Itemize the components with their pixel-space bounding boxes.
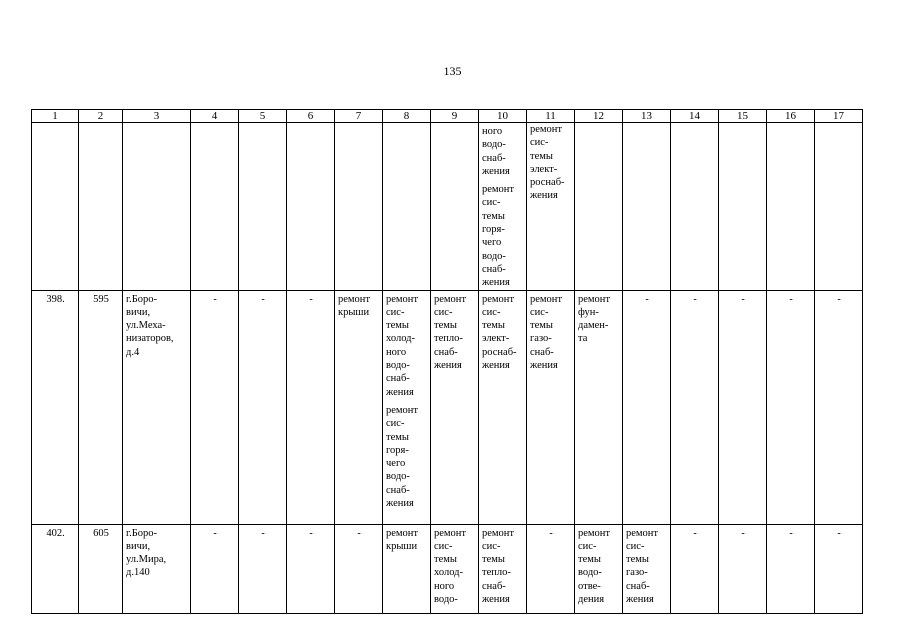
address-text: г.Боро- вичи, ул.Мира, д.140 (126, 527, 167, 579)
table-cell (287, 524, 335, 613)
table-cell (767, 123, 815, 291)
table-cell (239, 290, 287, 524)
row-code: 605 (79, 524, 123, 613)
dash: - (309, 527, 313, 539)
table-cell (815, 524, 863, 613)
column-header: 17 (815, 110, 863, 123)
cell-text: ремонт сис- темы холод- ного водо- (434, 527, 467, 606)
table-cell (191, 524, 239, 613)
table-cell (287, 290, 335, 524)
table-cell (527, 123, 575, 291)
table-cell (719, 290, 767, 524)
cell-text: ремонт фун- дамен- та (578, 293, 611, 345)
dash: - (213, 293, 217, 305)
table-cell (671, 524, 719, 613)
column-header: 7 (335, 110, 383, 123)
dash: - (645, 293, 649, 305)
table-cell (815, 123, 863, 291)
table-cell (719, 123, 767, 291)
dash: - (309, 293, 313, 305)
table-cell (335, 290, 383, 524)
cell-text: ремонт сис- темы тепло- снаб- жения (482, 527, 515, 606)
dash: - (693, 293, 697, 305)
table-cell (767, 290, 815, 524)
table-cell (431, 123, 479, 291)
column-header: 9 (431, 110, 479, 123)
column-header: 4 (191, 110, 239, 123)
dash: - (789, 527, 793, 539)
column-header: 15 (719, 110, 767, 123)
column-header: 1 (32, 110, 79, 123)
table-cell (575, 524, 623, 613)
column-header: 2 (79, 110, 123, 123)
table-cell (191, 123, 239, 291)
table-cell (239, 524, 287, 613)
table-cell (815, 290, 863, 524)
table-cell (623, 123, 671, 291)
cell-text: ремонт сис- темы горя- чего водо- снаб- жения (386, 404, 419, 510)
cell-text: ремонт сис- темы горя- чего водо- снаб- жения (482, 184, 515, 289)
address-cell (123, 290, 191, 524)
dash: - (693, 527, 697, 539)
cell-text: ного водо- снаб- жения (482, 126, 510, 177)
table-cell (719, 524, 767, 613)
table-cell (671, 123, 719, 291)
dash: - (261, 527, 265, 539)
row-code: 595 (79, 290, 123, 524)
table-cell (383, 123, 431, 291)
dash: - (741, 527, 745, 539)
table-cell (287, 123, 335, 291)
dash: - (837, 527, 841, 539)
table-cell (239, 123, 287, 291)
table-cell (479, 123, 527, 291)
dash: - (741, 293, 745, 305)
column-header: 14 (671, 110, 719, 123)
dash: - (789, 293, 793, 305)
column-header: 13 (623, 110, 671, 123)
dash: - (837, 293, 841, 305)
table-cell (479, 524, 527, 613)
column-header: 10 (479, 110, 527, 123)
table-cell (767, 524, 815, 613)
header-row (32, 110, 863, 123)
column-header: 16 (767, 110, 815, 123)
table-row (32, 290, 863, 524)
cell-text: ремонт крыши (338, 293, 371, 318)
column-header: 3 (123, 110, 191, 123)
address-text: г.Боро- вичи, ул.Меха- низаторов, д.4 (126, 293, 174, 358)
column-header: 5 (239, 110, 287, 123)
cell-text: ремонт сис- темы газо- снаб- жения (530, 293, 563, 372)
column-header: 8 (383, 110, 431, 123)
table-cell (479, 290, 527, 524)
table-cell (527, 290, 575, 524)
table-cell (191, 290, 239, 524)
page-number: 135 (443, 64, 462, 78)
table-cell (671, 290, 719, 524)
table-cell (575, 123, 623, 291)
column-header: 6 (287, 110, 335, 123)
row-number: 402. (32, 524, 79, 613)
table-cell (575, 290, 623, 524)
table-row (32, 524, 863, 613)
dash: - (357, 527, 361, 539)
cell-text: ремонт сис- темы элект- роснаб- жения (482, 293, 517, 372)
cell-text: ремонт сис- темы элект- роснаб- жения (530, 124, 565, 202)
table-cell (527, 524, 575, 613)
table-cell (383, 524, 431, 613)
table-cell (335, 524, 383, 613)
row-number: 398. (32, 290, 79, 524)
cell-text: ремонт сис- темы холод- ного водо- снаб- жения (386, 293, 419, 398)
table-cell (623, 524, 671, 613)
dash: - (549, 527, 553, 539)
table-cell (123, 123, 191, 291)
table-cell (431, 524, 479, 613)
cell-text: ремонт крыши (386, 527, 419, 552)
table-cell (79, 123, 123, 291)
table-cell (383, 290, 431, 524)
address-cell (123, 524, 191, 613)
table-cell (335, 123, 383, 291)
table-cell (431, 290, 479, 524)
table-cell (32, 123, 79, 291)
column-header: 12 (575, 110, 623, 123)
cell-text: ремонт сис- темы тепло- снаб- жения (434, 293, 467, 372)
cell-text: ремонт сис- темы газо- снаб- жения (626, 527, 659, 606)
repair-schedule-table (31, 109, 863, 614)
dash: - (261, 293, 265, 305)
cell-text: ремонт сис- темы водо- отве- дения (578, 527, 611, 606)
dash: - (213, 527, 217, 539)
table-row-continued (32, 123, 863, 291)
table-cell (623, 290, 671, 524)
column-header: 11 (527, 110, 575, 123)
